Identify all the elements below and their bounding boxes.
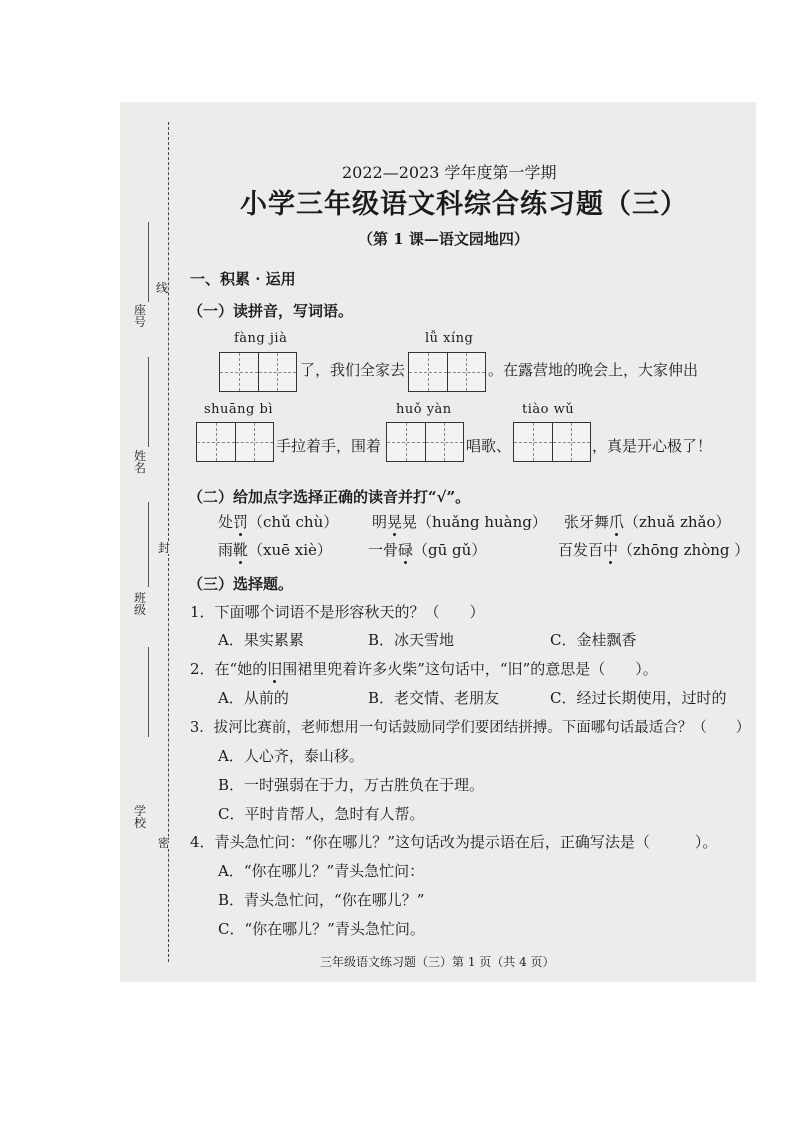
box-cell[interactable] bbox=[448, 353, 486, 391]
box-cell[interactable] bbox=[220, 353, 259, 391]
q4-option-a[interactable]: A．“你在哪儿？”青头急忙问： bbox=[218, 862, 425, 880]
item-text: 一骨 bbox=[368, 541, 399, 559]
choice-item-5[interactable] bbox=[368, 539, 486, 560]
part2-heading: （二）给加点字选择正确的读音并打“√”。 bbox=[188, 488, 471, 506]
q3-option-c[interactable]: C．平时肯帮人，急时有人帮。 bbox=[218, 805, 425, 823]
q4-stem: 4．青头急忙问：“你在哪儿？”这句话改为提示语在后，正确写法是（ ）。 bbox=[190, 833, 718, 851]
q2-stem-post: 围裙里兜着许多火柴”这句话中，“旧”的意思是（ ）。 bbox=[282, 660, 658, 678]
q3-stem: 3．拔河比赛前，老师想用一句话鼓励同学们要团结拼搏。下面哪句话最适合？（ ） bbox=[190, 720, 751, 736]
name-label: 姓名 bbox=[134, 449, 147, 475]
item-pinyin: （zhuǎ zhǎo） bbox=[624, 513, 731, 531]
margin-xian: 线 bbox=[156, 281, 169, 295]
exam-paper bbox=[120, 102, 756, 982]
part3-heading: （三）选择题。 bbox=[188, 575, 294, 593]
q2-option-b[interactable]: B．老交情、老朋友 bbox=[368, 689, 500, 707]
q2-stem-pre: 2．在“她的 bbox=[190, 660, 268, 678]
q4-option-b[interactable]: B．青头急忙问，“你在哪儿？” bbox=[218, 891, 425, 909]
q1-option-a[interactable]: A．果实累累 bbox=[218, 631, 304, 649]
seat-line bbox=[148, 222, 149, 302]
class-label: 班级 bbox=[134, 591, 147, 617]
part1-heading: （一）读拼音，写词语。 bbox=[188, 302, 354, 320]
pinyin-shuangbi: shuāng bì bbox=[204, 402, 273, 417]
row2-text-3: ，真是开心极了！ bbox=[592, 437, 713, 455]
school-line bbox=[148, 647, 149, 737]
choice-item-4[interactable] bbox=[218, 539, 332, 560]
page-title: 小学三年级语文科综合练习题（三） bbox=[240, 189, 688, 220]
choice-item-6[interactable] bbox=[558, 539, 749, 560]
row2-text-2: 唱歌、 bbox=[466, 437, 512, 455]
dotted-char: 旧 bbox=[267, 660, 283, 678]
page-footer: 三年级语文练习题（三）第 1 页（共 4 页） bbox=[320, 955, 555, 969]
q2-option-c[interactable]: C．经过长期使用，过时的 bbox=[550, 689, 727, 707]
seat-label: 座号 bbox=[134, 303, 147, 329]
box-cell[interactable] bbox=[409, 353, 448, 391]
answer-boxes-5[interactable] bbox=[513, 422, 591, 462]
choice-item-3[interactable] bbox=[564, 511, 731, 532]
q2-stem bbox=[190, 658, 658, 679]
pinyin-huoyan: huǒ yàn bbox=[396, 402, 452, 417]
dotted-char: 碌 bbox=[398, 541, 414, 559]
q3-option-b[interactable]: B．一时强弱在于力，万古胜负在于理。 bbox=[218, 776, 485, 794]
school-label: 学校 bbox=[134, 804, 147, 830]
name-line bbox=[148, 357, 149, 447]
dotted-char: 罚 bbox=[233, 513, 249, 531]
row1-text-2: 。在露营地的晚会上，大家伸出 bbox=[488, 361, 699, 379]
q2-option-a[interactable]: A．从前的 bbox=[218, 689, 289, 707]
choice-item-1[interactable] bbox=[218, 511, 338, 532]
q3-option-a[interactable]: A．人心齐，泰山移。 bbox=[218, 747, 364, 765]
item-pinyin: 晃（huǎng huàng） bbox=[402, 513, 547, 531]
box-cell[interactable] bbox=[514, 423, 553, 461]
q4-option-c[interactable]: C．“你在哪儿？”青头急忙问。 bbox=[218, 920, 425, 938]
item-text: 张牙舞 bbox=[564, 513, 610, 531]
class-line bbox=[148, 502, 149, 587]
box-cell[interactable] bbox=[259, 353, 297, 391]
choice-item-2[interactable] bbox=[372, 511, 547, 532]
box-cell[interactable] bbox=[236, 423, 274, 461]
row1-text-1: 了，我们全家去 bbox=[300, 361, 406, 379]
q1-option-c[interactable]: C．金桂飘香 bbox=[550, 631, 637, 649]
item-text: 处 bbox=[218, 513, 234, 531]
answer-boxes-4[interactable] bbox=[386, 422, 464, 462]
pinyin-lvxing: lǚ xíng bbox=[425, 331, 474, 346]
item-text: 明 bbox=[372, 513, 388, 531]
answer-boxes-3[interactable] bbox=[196, 422, 274, 462]
q1-option-b[interactable]: B．冰天雪地 bbox=[368, 631, 455, 649]
item-pinyin: （chǔ chù） bbox=[248, 513, 339, 531]
page-subtitle: （第 1 课—语文园地四） bbox=[358, 230, 529, 248]
answer-boxes-1[interactable] bbox=[219, 352, 297, 392]
school-year: 2022—2023 学年度第一学期 bbox=[342, 163, 557, 182]
dotted-char: 爪 bbox=[609, 513, 625, 531]
item-pinyin: （gū gǔ） bbox=[413, 541, 487, 559]
row2-text-1: 手拉着手，围着 bbox=[276, 437, 382, 455]
pinyin-tiaowu: tiào wǔ bbox=[522, 402, 575, 417]
section-1-heading: 一、积累 · 运用 bbox=[190, 270, 296, 288]
item-text: 雨 bbox=[218, 541, 234, 559]
box-cell[interactable] bbox=[387, 423, 426, 461]
box-cell[interactable] bbox=[553, 423, 591, 461]
dotted-char: 中 bbox=[603, 541, 619, 559]
answer-boxes-2[interactable] bbox=[408, 352, 486, 392]
item-text: 百发百 bbox=[558, 541, 604, 559]
dotted-char: 靴 bbox=[233, 541, 249, 559]
item-pinyin: （xuē xiè） bbox=[248, 541, 332, 559]
pinyin-fangjia: fàng jià bbox=[234, 331, 288, 346]
box-cell[interactable] bbox=[197, 423, 236, 461]
box-cell[interactable] bbox=[426, 423, 464, 461]
margin-mi: 密 bbox=[158, 836, 171, 850]
q1-stem: 1．下面哪个词语不是形容秋天的？（ ） bbox=[190, 603, 485, 621]
item-pinyin: （zhōng zhòng ） bbox=[618, 541, 750, 559]
margin-feng: 封 bbox=[158, 541, 171, 555]
dotted-char: 晃 bbox=[387, 513, 403, 531]
